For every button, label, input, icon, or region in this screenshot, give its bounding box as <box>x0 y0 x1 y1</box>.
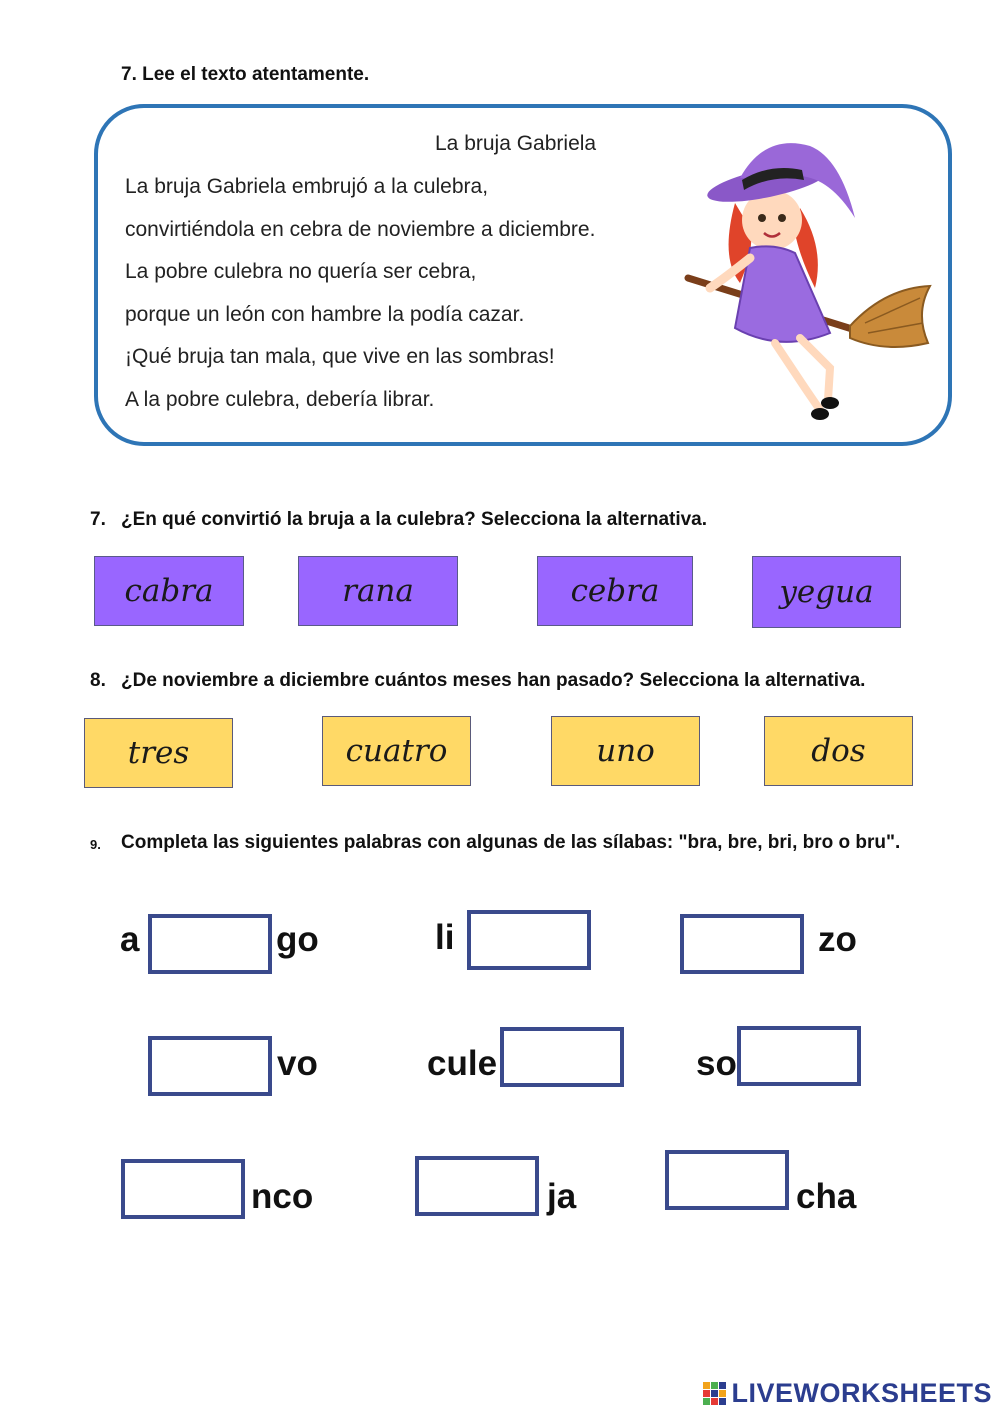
word-fragment: go <box>276 920 319 959</box>
option-rana[interactable]: rana <box>298 556 458 626</box>
word-fragment: cha <box>796 1177 857 1216</box>
option-tres[interactable]: tres <box>84 718 233 788</box>
question-8-number: 8. <box>90 670 106 691</box>
syllable-blank-1[interactable] <box>148 914 272 974</box>
option-uno[interactable]: uno <box>551 716 700 786</box>
question-9-number: 9. <box>90 837 101 852</box>
syllable-blank-3[interactable] <box>680 914 804 974</box>
word-fragment: vo <box>277 1044 318 1083</box>
word-fragment: li <box>435 918 455 957</box>
syllable-blank-5[interactable] <box>500 1027 624 1087</box>
question-9-text: Completa las siguientes palabras con algunas de las sílabas: "bra, bre, bri, bro o bru". <box>121 832 901 853</box>
syllable-blank-8[interactable] <box>415 1156 539 1216</box>
word-fragment: cule <box>427 1044 498 1083</box>
option-yegua[interactable]: yegua <box>752 556 901 628</box>
question-7-number: 7. <box>90 509 106 530</box>
option-dos[interactable]: dos <box>764 716 913 786</box>
section-heading: 7. Lee el texto atentamente. <box>121 64 370 85</box>
option-cebra[interactable]: cebra <box>537 556 693 626</box>
word-fragment: ja <box>547 1177 577 1216</box>
word-fragment: zo <box>818 920 857 959</box>
word-fragment: a <box>120 920 140 959</box>
word-fragment: so <box>696 1044 737 1083</box>
story-line: convirtiéndola en cebra de noviembre a diciembre. <box>125 218 596 241</box>
syllable-blank-2[interactable] <box>467 910 591 970</box>
witch-on-broom-illustration <box>680 138 940 423</box>
story-line: La bruja Gabriela embrujó a la culebra, <box>125 175 489 198</box>
liveworksheets-grid-icon <box>703 1382 727 1406</box>
syllable-blank-7[interactable] <box>121 1159 245 1219</box>
option-cuatro[interactable]: cuatro <box>322 716 471 786</box>
question-8-text: ¿De noviembre a diciembre cuántos meses han pasado? Selecciona la alternativa. <box>121 670 866 691</box>
story-line: ¡Qué bruja tan mala, que vive en las sombras! <box>125 345 555 368</box>
story-line: La pobre culebra no quería ser cebra, <box>125 260 477 283</box>
option-cabra[interactable]: cabra <box>94 556 244 626</box>
story-line: A la pobre culebra, debería librar. <box>125 388 435 411</box>
syllable-blank-6[interactable] <box>737 1026 861 1086</box>
brand-name: LIVEWORKSHEETS <box>731 1378 992 1408</box>
word-fragment: nco <box>251 1177 314 1216</box>
story-title: La bruja Gabriela <box>435 132 597 155</box>
syllable-blank-9[interactable] <box>665 1150 789 1210</box>
story-line: porque un león con hambre la podía cazar. <box>125 303 525 326</box>
syllable-blank-4[interactable] <box>148 1036 272 1096</box>
liveworksheets-logo[interactable] <box>703 1378 992 1409</box>
question-7-text: ¿En qué convirtió la bruja a la culebra? Selecciona la alternativa. <box>121 509 708 530</box>
